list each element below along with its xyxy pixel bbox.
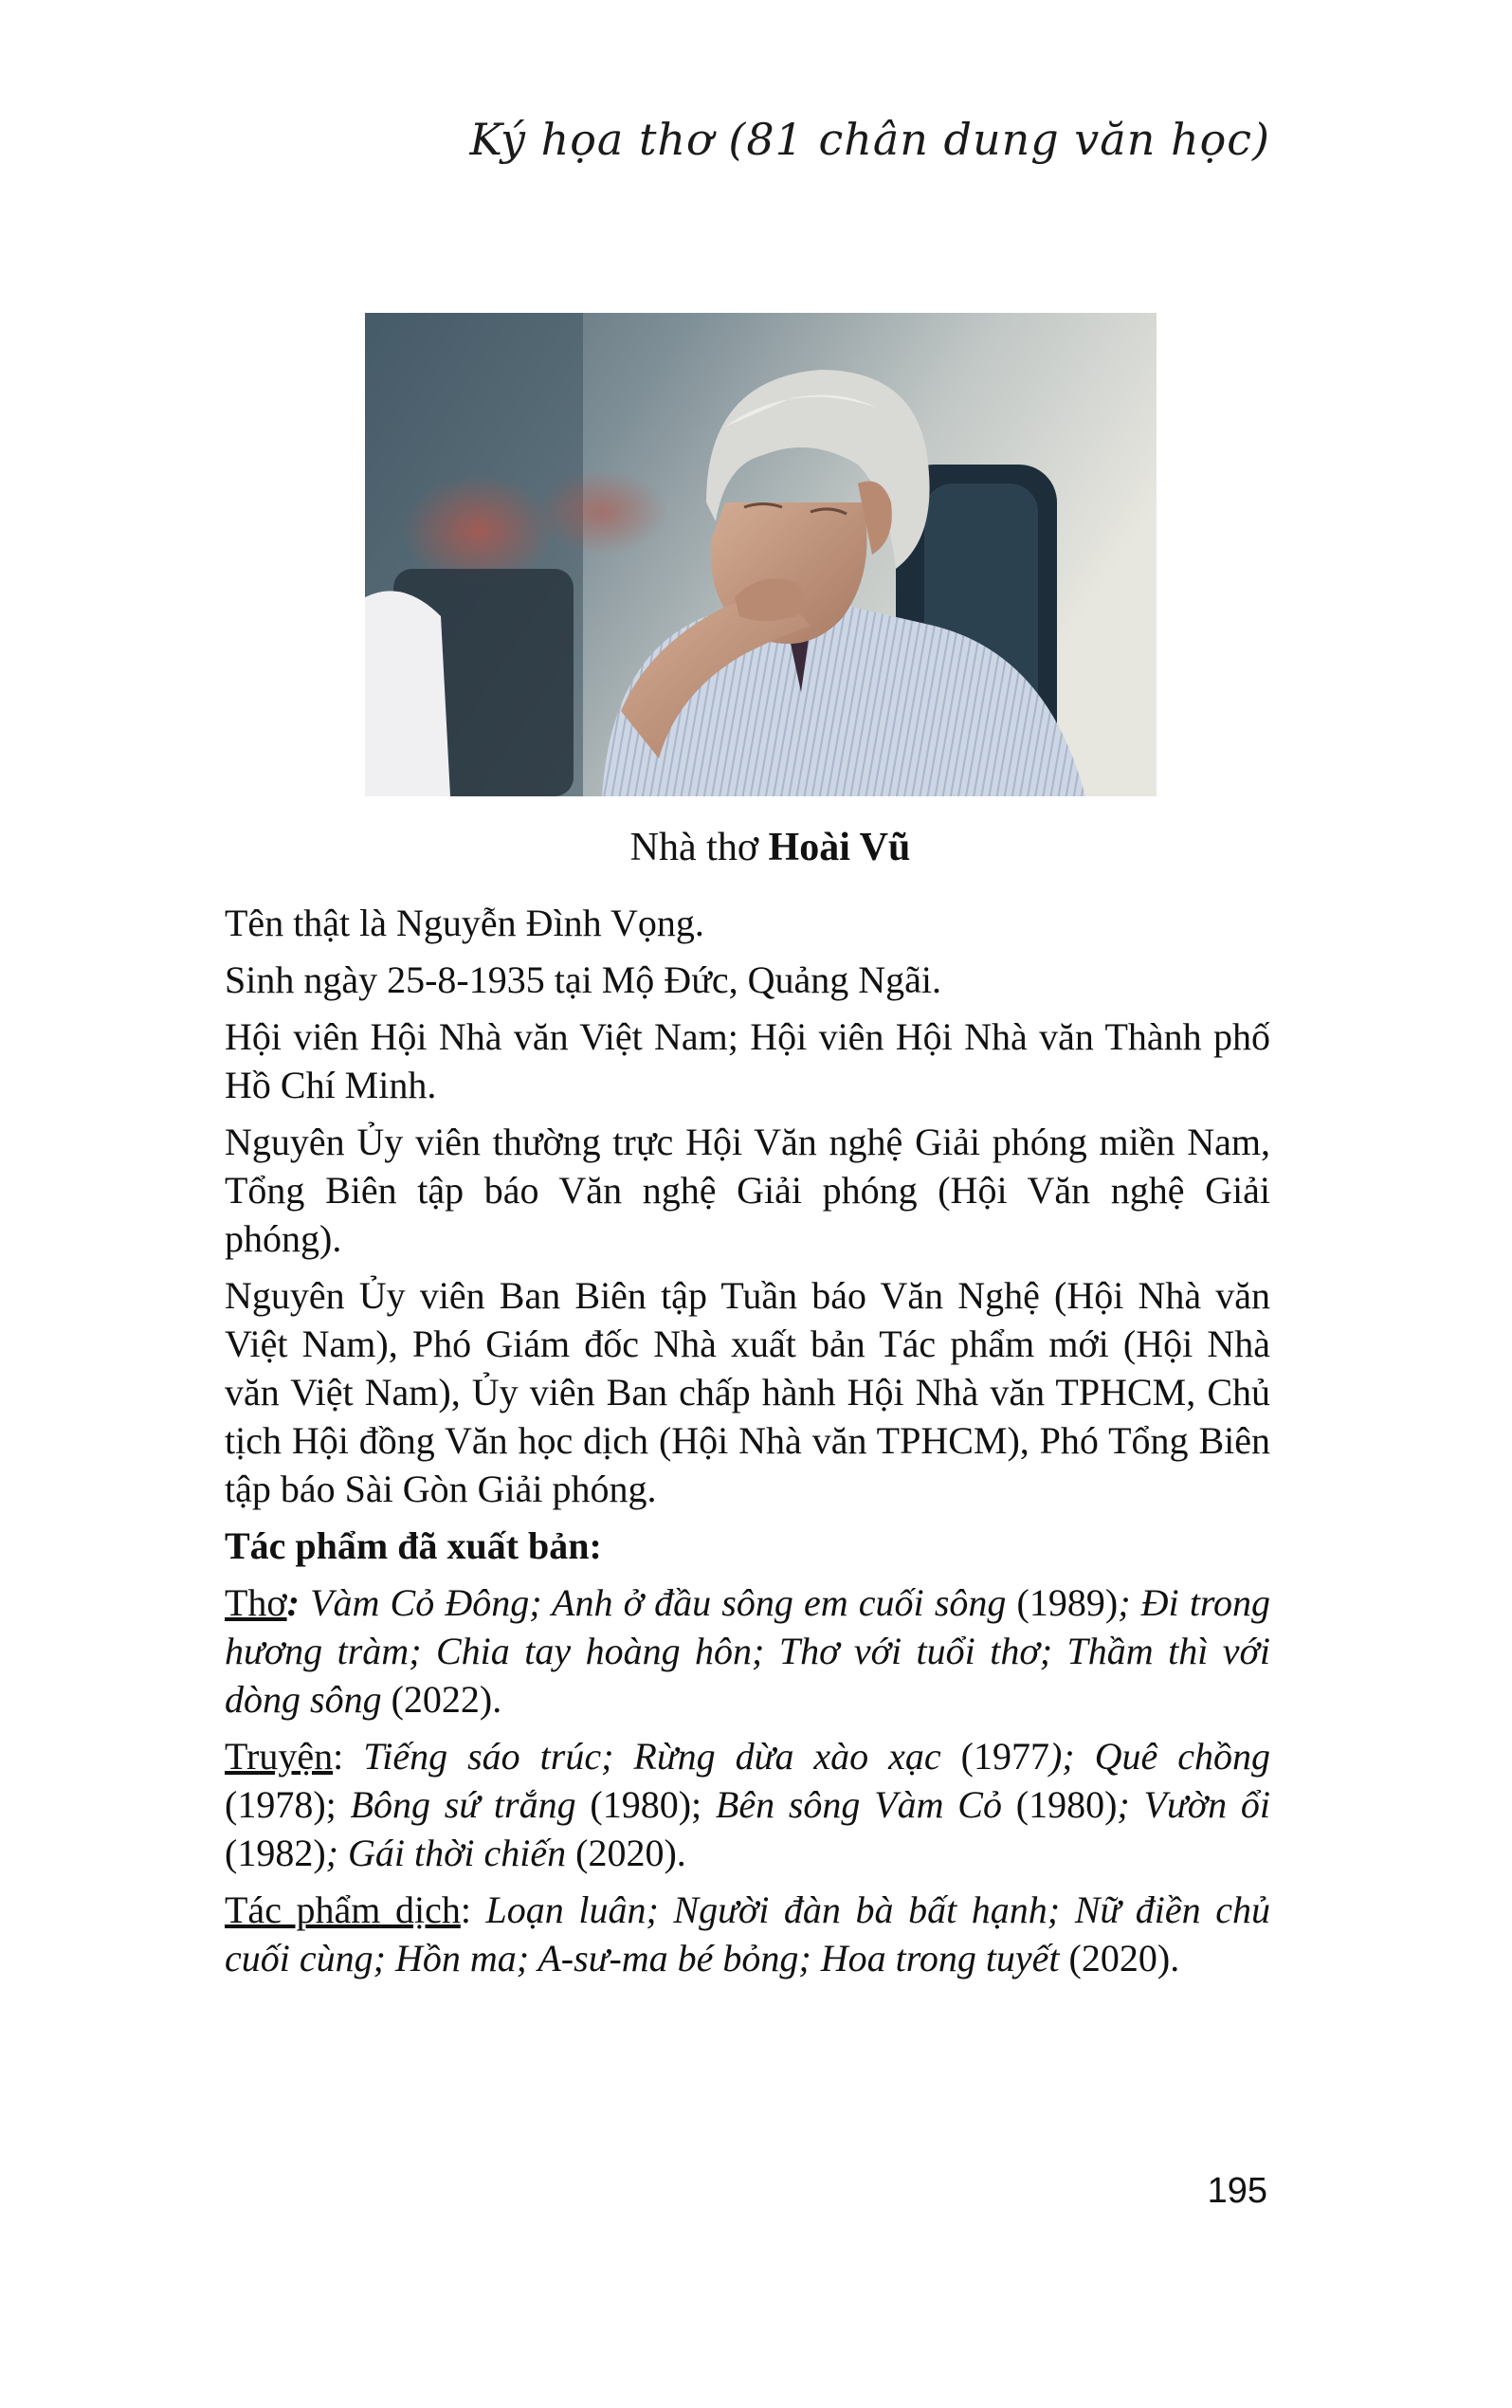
stories-year-1: (1977 xyxy=(940,1735,1049,1778)
bio-real-name: Tên thật là Nguyễn Đình Vọng. xyxy=(225,902,704,944)
caption-prefix: Nhà thơ xyxy=(629,826,769,869)
stories-titles-2: ); Quê chồng xyxy=(1048,1735,1270,1778)
stories-year-2: (1978); xyxy=(225,1783,351,1826)
stories-label: Truyện xyxy=(225,1735,334,1778)
poetry-label: Thơ xyxy=(225,1581,287,1624)
stories-titles-1: Tiếng sáo trúc; Rừng dừa xào xạc xyxy=(363,1735,941,1778)
poetry-titles-1: Vàm Cỏ Đông; Anh ở đầu sông em cuối sông xyxy=(310,1581,1007,1624)
stories-titles-5: ; Vườn ổi xyxy=(1117,1783,1271,1826)
poetry-colon: : xyxy=(286,1581,311,1624)
poetry-year-1: (1989) xyxy=(1006,1581,1119,1624)
works-heading: Tác phẩm đã xuất bản: xyxy=(225,1524,602,1567)
bio-role-2: Nguyên Ủy viên Ban Biên tập Tuần báo Văn Nghệ (Hội Nhà văn Việt Nam), Phó Giám đốc Nhà xuất bản Tác phẩm mới (Hội Nhà văn Việt Nam), Ủy viên Ban chấp hành Hội Nhà văn TPHCM, Chủ tịch Hội đồng Văn học dịch (Hội Nhà văn TPHCM), Phó Tổng Biên tập báo Sài Gòn Giải phóng. xyxy=(225,1274,1270,1510)
stories-titles-6: ; Gái thời chiến xyxy=(325,1832,567,1874)
works-stories xyxy=(225,1732,1270,1877)
poetry-titles-2: ; Đi trong hương tràm; Chia tay hoàng hôn; Thơ với tuổi thơ; Thầm thì với dòng sông xyxy=(225,1581,1271,1721)
translations-colon: : xyxy=(460,1888,486,1931)
works-translations xyxy=(225,1886,1270,1982)
running-header: Ký họa thơ (81 chân dung văn học) xyxy=(469,114,1270,165)
bio-role-1: Nguyên Ủy viên thường trực Hội Văn nghệ Giải phóng miền Nam, Tổng Biên tập báo Văn nghệ Giải phóng (Hội Văn nghệ Giải phóng). xyxy=(225,1121,1270,1260)
stories-titles-4: Bên sông Vàm Cỏ xyxy=(715,1783,1002,1826)
stories-year-5: (1982) xyxy=(225,1832,326,1874)
poetry-year-2: (2022). xyxy=(381,1678,502,1721)
translations-label: Tác phẩm dịch xyxy=(225,1888,461,1931)
bio-birth: Sinh ngày 25-8-1935 tại Mộ Đức, Quảng Ngãi. xyxy=(225,958,942,1001)
biography-section xyxy=(225,899,1270,1991)
stories-colon: : xyxy=(333,1735,364,1778)
stories-year-6: (2020). xyxy=(566,1832,686,1874)
author-name: Hoài Vũ xyxy=(768,826,911,869)
stories-year-4: (1980) xyxy=(1002,1783,1118,1826)
page-number: 195 xyxy=(1207,2171,1267,2211)
translations-titles: Loạn luân; Người đàn bà bất hạnh; Nữ điền chủ cuối cùng; Hồn ma; A-sư-ma bé bỏng; Hoa trong tuyết xyxy=(225,1888,1270,1979)
works-poetry xyxy=(225,1578,1270,1724)
author-caption xyxy=(0,825,1512,870)
stories-titles-3: Bông sứ trắng xyxy=(350,1783,576,1826)
stories-year-3: (1980); xyxy=(575,1783,716,1826)
bio-membership: Hội viên Hội Nhà văn Việt Nam; Hội viên Hội Nhà văn Thành phố Hồ Chí Minh. xyxy=(225,1015,1270,1106)
author-portrait-photo xyxy=(365,313,1157,796)
translations-year: (2020). xyxy=(1059,1937,1180,1979)
